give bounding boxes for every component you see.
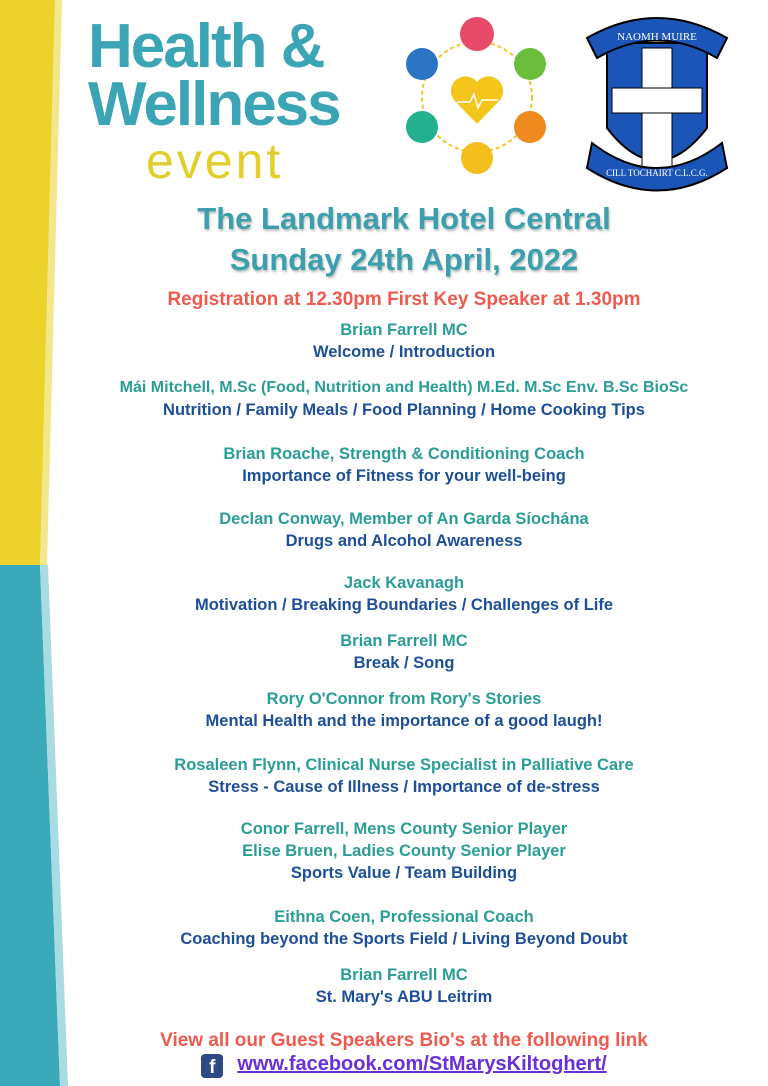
speaker-name: Elise Bruen, Ladies County Senior Player [242,842,566,860]
speaker-topic: Break / Song [353,654,455,672]
facebook-icon: f [201,1054,223,1078]
lightbulb-icon [461,142,493,174]
event-date: Sunday 24th April, 2022 [229,242,579,277]
speaker-name: Brian Farrell MC [340,632,468,650]
event-title-wellness: Wellness [88,70,340,139]
speaker-name: Declan Conway, Member of An Garda Síochána [219,510,589,528]
venue-name: The Landmark Hotel Central [197,201,611,236]
facebook-link-row [40,1054,768,1078]
speaker-topic: Drugs and Alcohol Awareness [285,532,523,550]
palette-icon [406,48,438,80]
speaker-topic: Welcome / Introduction [312,343,496,361]
brain-icon [460,17,494,51]
club-crest-logo [582,8,732,193]
speaker-topic: Importance of Fitness for your well-being [242,467,566,485]
bio-link-info: View all our Guest Speakers Bio's at the following link [160,1030,648,1051]
speaker-name: Brian Farrell MC [340,321,468,339]
speaker-name: Mái Mitchell, M.Sc (Food, Nutrition and Health) M.Ed. M.Sc Env. B.Sc BioSc [119,379,689,396]
speaker-name: Rory O'Connor from Rory's Stories [266,690,542,708]
speaker-topic: St. Mary's ABU Leitrim [315,988,493,1006]
speaker-topic: Mental Health and the importance of a good laugh! [205,712,603,730]
event-title-event: event [146,133,284,189]
bottle-icon [514,48,546,80]
speaker-name: Brian Farrell MC [340,966,468,984]
facebook-link[interactable]: www.facebook.com/StMarysKiltoghert/ [237,1053,607,1076]
registration-info: Registration at 12.30pm First Key Speaker at 1.30pm [167,289,641,310]
speaker-name: Conor Farrell, Mens County Senior Player [240,820,568,838]
speaker-name: Rosaleen Flynn, Clinical Nurse Specialist in Palliative Care [174,756,634,774]
speaker-name: Brian Roache, Strength & Conditioning Coach [223,445,585,463]
speaker-name: Eithna Coen, Professional Coach [274,908,534,926]
svg-text:NAOMH MUIRE: NAOMH MUIRE [617,31,697,43]
stethoscope-icon [406,111,438,143]
speaker-name: Jack Kavanagh [343,574,465,592]
speaker-topic: Stress - Cause of Illness / Importance of de-stress [208,778,600,796]
speaker-topic: Coaching beyond the Sports Field / Living Beyond Doubt [180,930,628,948]
speaker-topic: Motivation / Breaking Boundaries / Challenges of Life [194,596,614,614]
speaker-topic: Nutrition / Family Meals / Food Planning / Home Cooking Tips [163,401,645,419]
event-title-health: Health & [88,12,324,81]
svg-text:CILL TOCHAIRT C.L.C.G.: CILL TOCHAIRT C.L.C.G. [606,168,708,178]
wellness-icons-logo [402,12,552,177]
speaker-topic: Sports Value / Team Building [290,864,518,882]
meditation-icon [514,111,546,143]
